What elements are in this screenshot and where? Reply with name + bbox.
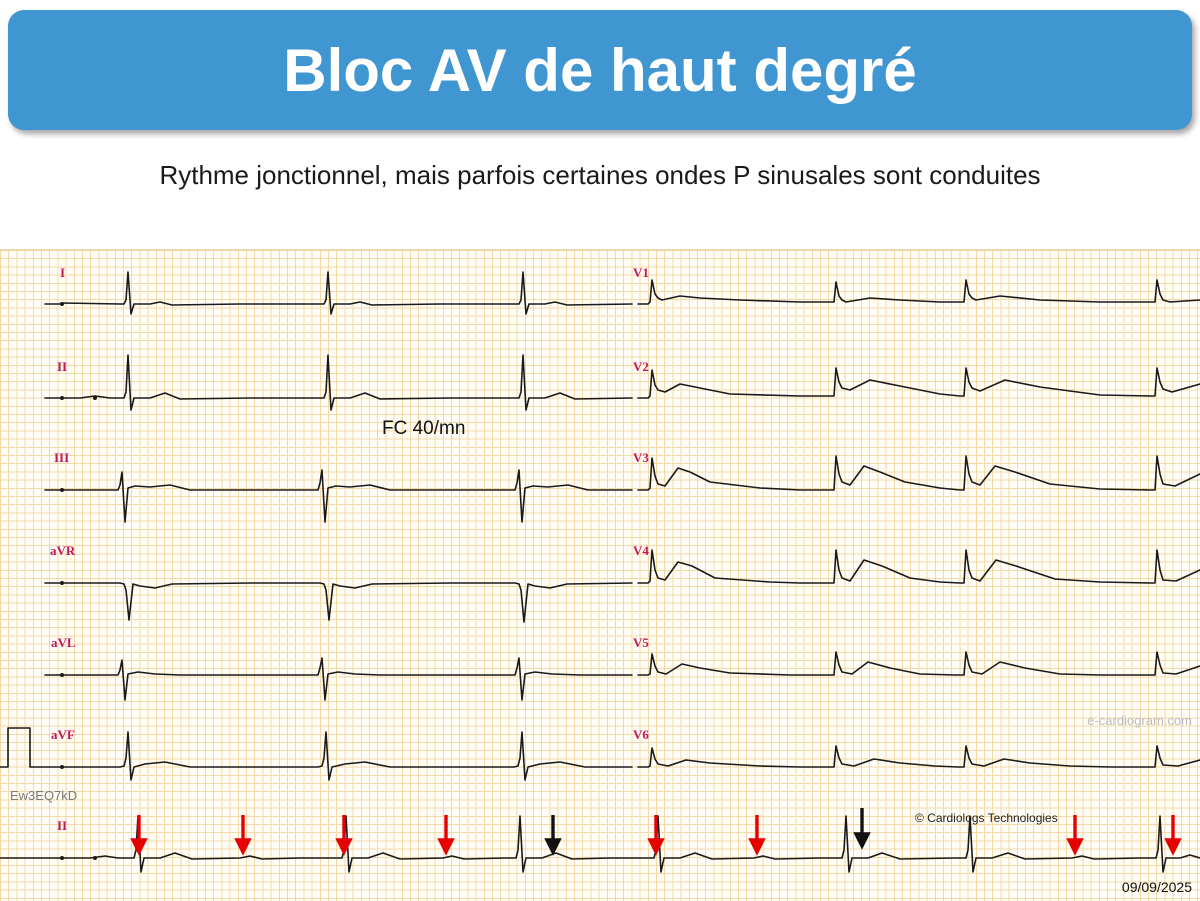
- lead-label-avl: aVL: [51, 635, 76, 650]
- lead-label-avr: aVR: [50, 543, 76, 558]
- lead-label-v2: V2: [633, 359, 649, 374]
- copyright-watermark: © Cardiologs Technologies: [915, 811, 1058, 825]
- site-watermark: e-cardiogram.com: [1087, 713, 1192, 728]
- lead-calibration-dots: [60, 302, 97, 860]
- lead-label-v6: V6: [633, 727, 649, 742]
- heart-rate-label: FC 40/mn: [382, 418, 466, 439]
- lead-label-iii: III: [54, 450, 70, 465]
- page-title: Bloc AV de haut degré: [283, 36, 917, 104]
- title-banner: [8, 10, 1192, 130]
- lead-label-v4: V4: [633, 543, 649, 558]
- recording-code-label: Ew3EQ7kD: [10, 788, 78, 803]
- lead-label-ii: II: [57, 359, 68, 374]
- lead-label-v1: V1: [633, 265, 649, 280]
- recording-date-label: 09/09/2025: [1121, 879, 1192, 895]
- lead-label-avf: aVF: [51, 727, 75, 742]
- lead-label-v5: V5: [633, 635, 649, 650]
- subtitle-text: Rythme jonctionnel, mais parfois certaines ondes P sinusales sont conduites: [159, 160, 1041, 190]
- lead-label-rhythm-ii: II: [57, 818, 68, 833]
- ecg-panel: [0, 249, 1200, 901]
- ecg-traces: [0, 250, 1200, 901]
- lead-label-v3: V3: [633, 450, 649, 465]
- lead-label-i: I: [60, 265, 66, 280]
